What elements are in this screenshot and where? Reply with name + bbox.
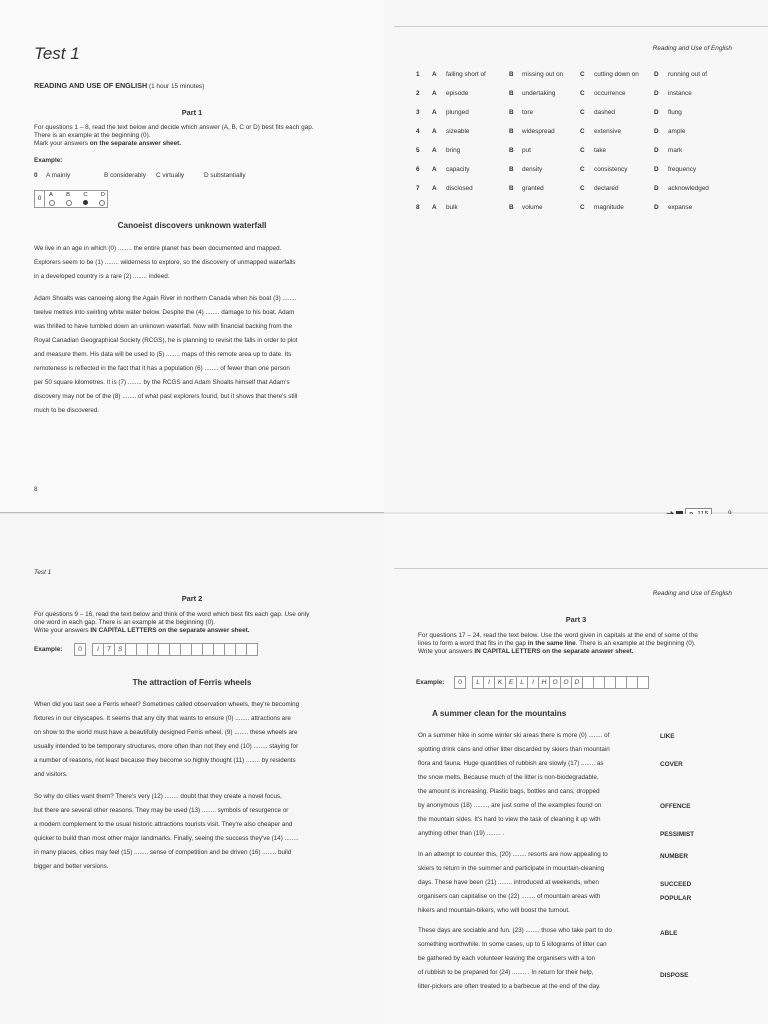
example-label: Example: bbox=[34, 646, 63, 653]
letter-a: A bbox=[432, 147, 437, 154]
letter-a: A bbox=[432, 90, 437, 97]
letter-b: B bbox=[509, 109, 514, 116]
options-row-1 bbox=[384, 71, 768, 83]
letter-a: A bbox=[432, 185, 437, 192]
stem-word: DISPOSE bbox=[660, 972, 689, 979]
example-number: 0 bbox=[74, 643, 86, 656]
letter-box: I bbox=[92, 643, 104, 656]
instruction-line bbox=[34, 627, 364, 635]
instruction-text: lines to form a word that fits in the gap bbox=[418, 640, 528, 647]
text-line: and measure them. His data will be used to (5) ........ maps of this remote area up to date. Its bbox=[34, 351, 292, 358]
text-line: a number of reasons, not least because they become so highly thought (11) ........ by residents bbox=[34, 757, 296, 764]
text-line: in many places, cities may feel (15) ........ sense of competition and be driven (16) ........ build bbox=[34, 849, 292, 856]
letter-b: B bbox=[509, 166, 514, 173]
text-line: flora and fauna. Huge quantities of rubbish are slowly (17) ........ as bbox=[418, 760, 604, 767]
option-c: extensive bbox=[594, 128, 621, 135]
instruction-emphasis: on the separate answer sheet. bbox=[89, 140, 182, 147]
instruction-line: one word in each gap. There is an example at the beginning (0). bbox=[34, 619, 216, 626]
option-b: undertaking bbox=[522, 90, 556, 97]
grid-bubble bbox=[99, 200, 105, 206]
text-title: A summer clean for the mountains bbox=[432, 709, 567, 718]
option-d: instance bbox=[668, 90, 692, 97]
letter-d: D bbox=[654, 128, 659, 135]
section-heading bbox=[34, 82, 204, 91]
option-a: falling short of bbox=[446, 71, 486, 78]
grid-letter: D bbox=[100, 192, 105, 198]
letter-box bbox=[246, 643, 258, 656]
text-line: In an attempt to counter this, (20) ........ resorts are now appealing to bbox=[418, 851, 608, 858]
letter-d: D bbox=[654, 185, 659, 192]
text-line: but there are several other reasons. They may be used (13) ........ symbols of resurgence or bbox=[34, 807, 289, 814]
letter-box: O bbox=[560, 676, 572, 689]
letter-box: H bbox=[538, 676, 550, 689]
letter-b: B bbox=[509, 204, 514, 211]
text-line: the mountain sides. It's hard to view the task of cleaning it up with bbox=[418, 816, 601, 823]
text-line: litter-pickers are often treated to a barbecue at the end of the day. bbox=[418, 983, 601, 990]
instruction-line bbox=[34, 140, 364, 148]
instruction-line bbox=[418, 640, 758, 648]
question-number: 5 bbox=[416, 147, 420, 154]
text-line: These days are sociable and fun. (23) ........ those who take part to do bbox=[418, 927, 612, 934]
text-title: The attraction of Ferris wheels bbox=[132, 678, 252, 687]
option-c: consistency bbox=[594, 166, 628, 173]
letter-b: B bbox=[509, 147, 514, 154]
example-option: B considerably bbox=[104, 172, 146, 179]
letter-d: D bbox=[654, 147, 659, 154]
example-option: D substantially bbox=[204, 172, 246, 179]
option-d: ample bbox=[668, 128, 686, 135]
grid-letter: A bbox=[49, 192, 53, 198]
option-c: occurrence bbox=[594, 90, 626, 97]
text-line: on show to the world must have a beautifully designed Ferris wheel. (9) ........ these wheels are bbox=[34, 729, 298, 736]
instruction-emphasis: IN CAPITAL LETTERS on the separate answer sheet. bbox=[474, 648, 634, 655]
stem-word: ABLE bbox=[660, 930, 678, 937]
text-line: per 50 square kilometres. It is (7) ........ by the RCGS and Adam Shoalts himself that Adam's bbox=[34, 379, 290, 386]
question-number: 7 bbox=[416, 185, 420, 192]
text-line: in a developed country is a rare (2) ........ indeed. bbox=[34, 273, 170, 280]
text-line: of rubbish to be prepared for (24) ........ . In return for their help, bbox=[418, 969, 594, 976]
letter-box: L bbox=[472, 676, 484, 689]
paragraph-1 bbox=[418, 729, 650, 841]
option-d: flung bbox=[668, 109, 682, 116]
option-b: density bbox=[522, 166, 543, 173]
letter-box bbox=[637, 676, 649, 689]
part-label: Part 1 bbox=[181, 108, 203, 117]
example-number: 0 bbox=[454, 676, 466, 689]
example-number: 0 bbox=[34, 172, 38, 179]
options-row-4 bbox=[384, 128, 768, 140]
example-number-box bbox=[454, 676, 465, 689]
letter-a: A bbox=[432, 128, 437, 135]
option-b: widespread bbox=[522, 128, 555, 135]
text-line: bigger and better versions. bbox=[34, 863, 109, 870]
text-line: hikers and mountain-bikers, who will boost the turnout. bbox=[418, 907, 570, 914]
letter-b: B bbox=[509, 185, 514, 192]
question-number: 6 bbox=[416, 166, 420, 173]
instruction-line: For questions 1 – 8, read the text below and decide which answer (A, B, C or D) best fits each gap. bbox=[34, 124, 314, 131]
text-line: discovery may not be of the (8) ........ of what past explorers found, but it shows that there's still bbox=[34, 393, 298, 400]
section-time: (1 hour 15 minutes) bbox=[148, 83, 205, 90]
option-a: bring bbox=[446, 147, 461, 154]
grid-bubbles bbox=[49, 200, 105, 206]
text-line: spotting drink cans and other litter discarded by skiers than mountain bbox=[418, 746, 610, 753]
option-c: dashed bbox=[594, 109, 615, 116]
text-line: anything other than (19) ........ . bbox=[418, 830, 505, 837]
instruction-line: There is an example at the beginning (0). bbox=[34, 132, 151, 139]
paragraph-2 bbox=[34, 292, 352, 418]
example-letter-boxes bbox=[92, 643, 257, 656]
text-line: be gathered by each volunteer leaving the organisers with a ton bbox=[418, 955, 596, 962]
text-line: and visitors. bbox=[34, 771, 68, 778]
letter-box: K bbox=[494, 676, 506, 689]
instruction-text: Mark your answers bbox=[34, 140, 90, 147]
letter-box: I bbox=[483, 676, 495, 689]
letter-c: C bbox=[580, 204, 585, 211]
letter-a: A bbox=[432, 166, 437, 173]
letter-d: D bbox=[654, 204, 659, 211]
option-b: granted bbox=[522, 185, 544, 192]
stem-word: SUCCEED bbox=[660, 881, 692, 888]
example-number-box bbox=[74, 643, 85, 656]
instruction-line bbox=[418, 648, 758, 656]
test-title: Test 1 bbox=[34, 569, 52, 576]
example-answer-grid bbox=[34, 190, 108, 208]
page-10 bbox=[0, 514, 384, 1024]
text-line: When did you last see a Ferris wheel? Sometimes called observation wheels, they're becoming bbox=[34, 701, 300, 708]
stem-word: OFFENCE bbox=[660, 803, 691, 810]
letter-d: D bbox=[654, 90, 659, 97]
grid-letter: C bbox=[83, 192, 88, 198]
letter-box: S bbox=[114, 643, 126, 656]
instruction-text: Write your answers bbox=[34, 627, 91, 634]
options-row-5 bbox=[384, 147, 768, 159]
instruction-line: For questions 9 – 16, read the text below and think of the word which best fits each gap. Use only bbox=[34, 611, 310, 618]
text-line: the amount is increasing. Plastic bags, bottles and cans, dropped bbox=[418, 788, 600, 795]
part-label: Part 2 bbox=[181, 594, 203, 603]
stem-word: POPULAR bbox=[660, 895, 692, 902]
letter-box: L bbox=[516, 676, 528, 689]
instruction-line: For questions 17 – 24, read the text below. Use the word given in capitals at the end of some of the bbox=[418, 632, 698, 639]
letter-box: O bbox=[549, 676, 561, 689]
options-row-3 bbox=[384, 109, 768, 121]
options-row-8 bbox=[384, 204, 768, 216]
options-row-2 bbox=[384, 90, 768, 102]
example-options bbox=[34, 172, 334, 181]
paragraph-1 bbox=[34, 698, 352, 782]
question-number: 1 bbox=[416, 71, 420, 78]
option-b: missing out on bbox=[522, 71, 564, 78]
header-rule bbox=[394, 26, 768, 27]
letter-box: E bbox=[505, 676, 517, 689]
example-option: C virtually bbox=[156, 172, 185, 179]
paragraph-1 bbox=[34, 242, 352, 284]
text-line: much to be discovered. bbox=[34, 407, 100, 414]
option-d: acknowledged bbox=[668, 185, 709, 192]
letter-c: C bbox=[580, 166, 585, 173]
text-line: So why do cities want them? There's very (12) ........ doubt that they create a novel focus, bbox=[34, 793, 282, 800]
text-line: We live in an age in which (0) ........ the entire planet has been documented and mapped. bbox=[34, 245, 282, 252]
running-header: Reading and Use of English bbox=[652, 590, 732, 597]
question-number: 2 bbox=[416, 90, 420, 97]
example-option: A mainly bbox=[46, 172, 71, 179]
letter-box: I bbox=[527, 676, 539, 689]
option-c: declared bbox=[594, 185, 619, 192]
option-d: frequency bbox=[668, 166, 697, 173]
page-divider bbox=[0, 512, 384, 513]
option-c: cutting down on bbox=[594, 71, 639, 78]
test-title: Test 1 bbox=[34, 44, 80, 63]
text-line: something worthwhile. In some cases, up to 5 kilograms of litter can bbox=[418, 941, 607, 948]
text-line: was thrilled to have tumbled down an unknown waterfall. Now with financial backing from the bbox=[34, 323, 292, 330]
stem-word: PESSIMIST bbox=[660, 831, 695, 838]
letter-a: A bbox=[432, 71, 437, 78]
letter-d: D bbox=[654, 71, 659, 78]
instructions bbox=[34, 611, 364, 635]
letter-box: T bbox=[103, 643, 115, 656]
letter-c: C bbox=[580, 90, 585, 97]
paragraph-2 bbox=[34, 790, 352, 874]
page-number: 8 bbox=[34, 486, 38, 493]
part-label: Part 3 bbox=[565, 615, 587, 624]
paragraph-3 bbox=[418, 924, 650, 994]
example-label: Example: bbox=[34, 157, 63, 164]
text-line: usually intended to be temporary structures, more often than not they end (10) ........ staying for bbox=[34, 743, 299, 750]
grid-letters bbox=[49, 192, 105, 198]
letter-b: B bbox=[509, 90, 514, 97]
options-row-6 bbox=[384, 166, 768, 178]
letter-b: B bbox=[509, 71, 514, 78]
options-row-7 bbox=[384, 185, 768, 197]
instructions bbox=[418, 632, 758, 656]
option-a: disclosed bbox=[446, 185, 473, 192]
option-b: tore bbox=[522, 109, 534, 116]
text-line: a modern complement to the usual historic attractions tourists visit. They're also cheaper and bbox=[34, 821, 293, 828]
option-b: volume bbox=[522, 204, 543, 211]
question-number: 8 bbox=[416, 204, 420, 211]
letter-a: A bbox=[432, 109, 437, 116]
grid-bubble bbox=[66, 200, 72, 206]
grid-bubble-filled bbox=[83, 200, 88, 205]
letter-c: C bbox=[580, 128, 585, 135]
section-heading-text: READING AND USE OF ENGLISH bbox=[34, 81, 148, 90]
grid-number: 0 bbox=[35, 191, 45, 207]
text-line: fixtures in our cityscapes. It seems that any city that wants to ensure (0) ........ attractions are bbox=[34, 715, 291, 722]
header-rule bbox=[394, 568, 768, 569]
stem-word: LIKE bbox=[660, 733, 675, 740]
option-b: put bbox=[522, 147, 531, 154]
text-line: Royal Canadian Geographical Society (RCGS), he is planning to revisit the falls in order to plot bbox=[34, 337, 298, 344]
letter-box: D bbox=[571, 676, 583, 689]
letter-c: C bbox=[580, 185, 585, 192]
option-c: take bbox=[594, 147, 607, 154]
option-a: capacity bbox=[446, 166, 470, 173]
text-line: remoteness is reflected in the fact that it has a population (6) ........ of fewer than one person bbox=[34, 365, 290, 372]
page-9 bbox=[384, 0, 768, 512]
letter-c: C bbox=[580, 71, 585, 78]
option-a: plunged bbox=[446, 109, 469, 116]
letter-c: C bbox=[580, 109, 585, 116]
instruction-emphasis: in the same line bbox=[527, 640, 576, 647]
running-header: Reading and Use of English bbox=[652, 45, 732, 52]
text-line: On a summer hike in some winter ski areas there is more (0) ........ of bbox=[418, 732, 610, 739]
example-label: Example: bbox=[416, 679, 445, 686]
grid-letter: B bbox=[66, 192, 71, 198]
option-a: sizeable bbox=[446, 128, 470, 135]
option-c: magnitude bbox=[594, 204, 624, 211]
text-line: twelve metres into swirling white water below. Despite the (4) ........ damage to his boat, Adam bbox=[34, 309, 295, 316]
grid-bubble bbox=[49, 200, 55, 206]
paragraph-2 bbox=[418, 848, 650, 918]
question-number: 3 bbox=[416, 109, 420, 116]
letter-d: D bbox=[654, 166, 659, 173]
text-line: quicker to build than most other major landmarks. Finally, seeing the success they've (14) ........ bbox=[34, 835, 299, 842]
page-8 bbox=[0, 0, 384, 512]
instruction-emphasis: IN CAPITAL LETTERS on the separate answer sheet. bbox=[90, 627, 250, 634]
letter-c: C bbox=[580, 147, 585, 154]
stem-word: NUMBER bbox=[660, 853, 689, 860]
text-line: days. These have been (21) ........ introduced at weekends, when bbox=[418, 879, 599, 886]
option-d: mark bbox=[668, 147, 683, 154]
option-a: bulk bbox=[446, 204, 458, 211]
question-number: 4 bbox=[416, 128, 420, 135]
instruction-text: Write your answers bbox=[418, 648, 475, 655]
text-line: Adam Shoalts was canoeing along the Again River in northern Canada when his boat (3) ........ bbox=[34, 295, 297, 302]
text-line: skiers to return in the summer and participate in mountain-cleaning bbox=[418, 865, 605, 872]
letter-a: A bbox=[432, 204, 437, 211]
example-letter-boxes bbox=[472, 676, 648, 689]
text-line: organisers can capitalise on the (22) ........ of mountain areas with bbox=[418, 893, 601, 900]
text-title: Canoeist discovers unknown waterfall bbox=[117, 221, 267, 230]
instructions bbox=[34, 124, 364, 148]
text-line: by anonymous (18) ........, are just some of the examples found on bbox=[418, 802, 602, 809]
page-11 bbox=[384, 514, 768, 1024]
option-d: expanse bbox=[668, 204, 693, 211]
letter-d: D bbox=[654, 109, 659, 116]
option-d: running out of bbox=[668, 71, 708, 78]
letter-b: B bbox=[509, 128, 514, 135]
option-a: episode bbox=[446, 90, 469, 97]
text-line: Explorers seem to be (1) ........ wilderness to explore, so the discovery of unmapped waterfalls bbox=[34, 259, 296, 266]
instruction-text: . There is an example at the beginning (0). bbox=[575, 640, 696, 647]
stem-word: COVER bbox=[660, 761, 683, 768]
text-line: the snow melts. Because much of the litter is non-biodegradable, bbox=[418, 774, 599, 781]
